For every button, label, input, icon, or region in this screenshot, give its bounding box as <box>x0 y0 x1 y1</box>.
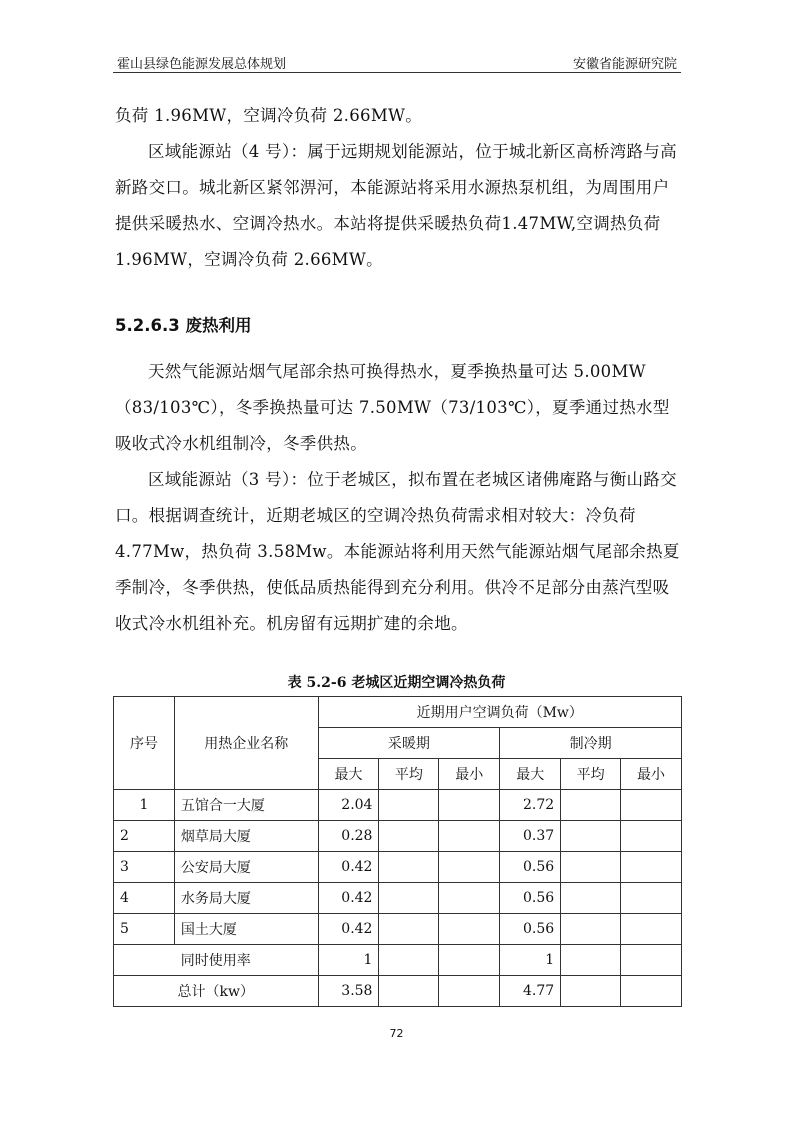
header-heat-avg: 平均 <box>379 759 439 790</box>
row-name: 水务局大厦 <box>174 883 318 914</box>
row-cool-max: 0.56 <box>500 852 561 883</box>
header-cooling-period: 制冷期 <box>500 728 682 759</box>
table-row <box>114 790 682 821</box>
usage-heat: 1 <box>318 945 379 976</box>
header-load-group: 近期用户空调负荷（Mw） <box>318 697 681 728</box>
row-index: 2 <box>114 821 175 852</box>
row-heat-min <box>439 790 500 821</box>
row-heat-avg <box>379 852 439 883</box>
header-index: 序号 <box>114 697 175 790</box>
header-title: 霍山县绿色能源发展总体规划 <box>117 57 287 72</box>
row-cool-avg <box>561 852 621 883</box>
row-index: 5 <box>114 914 175 945</box>
row-heat-max: 0.28 <box>318 821 379 852</box>
row-index: 1 <box>114 790 175 821</box>
body-section-2 <box>115 354 685 642</box>
table-header-row <box>114 697 682 728</box>
row-cool-max: 0.56 <box>500 883 561 914</box>
row-cool-avg <box>561 790 621 821</box>
row-cool-max: 2.72 <box>500 790 561 821</box>
row-index: 3 <box>114 852 175 883</box>
table-row <box>114 821 682 852</box>
body-section-1 <box>115 98 685 278</box>
load-table <box>113 696 682 1007</box>
row-cool-avg <box>561 821 621 852</box>
row-cool-avg <box>561 914 621 945</box>
total-cool-min <box>621 976 682 1007</box>
total-cool-avg <box>561 976 621 1007</box>
table-caption: 表 5.2-6 老城区近期空调冷热负荷 <box>287 675 506 691</box>
page-header <box>113 50 681 73</box>
total-cool: 4.77 <box>500 976 561 1007</box>
usage-heat-avg <box>379 945 439 976</box>
row-cool-min <box>621 852 682 883</box>
row-cool-min <box>621 914 682 945</box>
total-heat: 3.58 <box>318 976 379 1007</box>
header-name: 用热企业名称 <box>174 697 318 790</box>
header-heat-max: 最大 <box>318 759 379 790</box>
paragraph-station-4: 区域能源站（4 号）：属于远期规划能源站，位于城北新区高桥湾路与高新路交口。城北新区紧邻淠河，本能源站将采用水源热泵机组，为周围用户提供采暖热水、空调冷热水。本站将提供采暖热负荷1.47MW,空调热负荷 1.96MW，空调冷负荷 2.66MW。 <box>115 142 677 269</box>
row-heat-avg <box>379 790 439 821</box>
row-heat-max: 0.42 <box>318 852 379 883</box>
paragraph-continuation: 负荷 1.96MW，空调冷负荷 2.66MW。 <box>115 106 423 125</box>
table-row <box>114 914 682 945</box>
row-cool-min <box>621 790 682 821</box>
section-heading: 5.2.6.3 废热利用 <box>115 316 252 335</box>
row-heat-max: 0.42 <box>318 883 379 914</box>
usage-cool-avg <box>561 945 621 976</box>
row-heat-min <box>439 883 500 914</box>
header-heating-period: 采暖期 <box>318 728 500 759</box>
row-name: 烟草局大厦 <box>174 821 318 852</box>
header-cool-min: 最小 <box>621 759 682 790</box>
row-heat-min <box>439 821 500 852</box>
row-name: 公安局大厦 <box>174 852 318 883</box>
page-number: 72 <box>389 1027 404 1040</box>
row-cool-min <box>621 821 682 852</box>
row-cool-min <box>621 883 682 914</box>
header-organization: 安徽省能源研究院 <box>572 57 677 72</box>
row-name: 五馆合一大厦 <box>174 790 318 821</box>
usage-label: 同时使用率 <box>114 945 319 976</box>
usage-cool: 1 <box>500 945 561 976</box>
usage-heat-min <box>439 945 500 976</box>
total-heat-avg <box>379 976 439 1007</box>
row-heat-avg <box>379 883 439 914</box>
row-index: 4 <box>114 883 175 914</box>
usage-cool-min <box>621 945 682 976</box>
table-row <box>114 852 682 883</box>
table-row <box>114 883 682 914</box>
row-cool-max: 0.37 <box>500 821 561 852</box>
paragraph-waste-heat: 天然气能源站烟气尾部余热可换得热水，夏季换热量可达 5.00MW（83/103℃），冬季换热量可达 7.50MW（73/103℃），夏季通过热水型吸收式冷水机组制冷，冬季供热。 <box>115 362 670 453</box>
row-name: 国土大厦 <box>174 914 318 945</box>
row-heat-max: 0.42 <box>318 914 379 945</box>
row-heat-avg <box>379 821 439 852</box>
table-row-total <box>114 976 682 1007</box>
paragraph-station-3: 区域能源站（3 号）：位于老城区，拟布置在老城区诸佛庵路与衡山路交口。根据调查统计，近期老城区的空调冷热负荷需求相对较大：冷负荷 4.77Mw，热负荷 3.58Mw。本能源站将利用天然气能源站烟气尾部余热夏季制冷，冬季供热，使低品质热能得到充分利用。供冷不足部分由蒸汽型吸收式冷水机组补充。机房留有远期扩建的余地。 <box>115 470 680 633</box>
row-heat-min <box>439 914 500 945</box>
header-heat-min: 最小 <box>439 759 500 790</box>
header-cool-max: 最大 <box>500 759 561 790</box>
total-label: 总计（kw） <box>114 976 319 1007</box>
table-row-usage <box>114 945 682 976</box>
row-heat-min <box>439 852 500 883</box>
total-heat-min <box>439 976 500 1007</box>
row-heat-avg <box>379 914 439 945</box>
header-cool-avg: 平均 <box>561 759 621 790</box>
row-cool-avg <box>561 883 621 914</box>
row-cool-max: 0.56 <box>500 914 561 945</box>
row-heat-max: 2.04 <box>318 790 379 821</box>
